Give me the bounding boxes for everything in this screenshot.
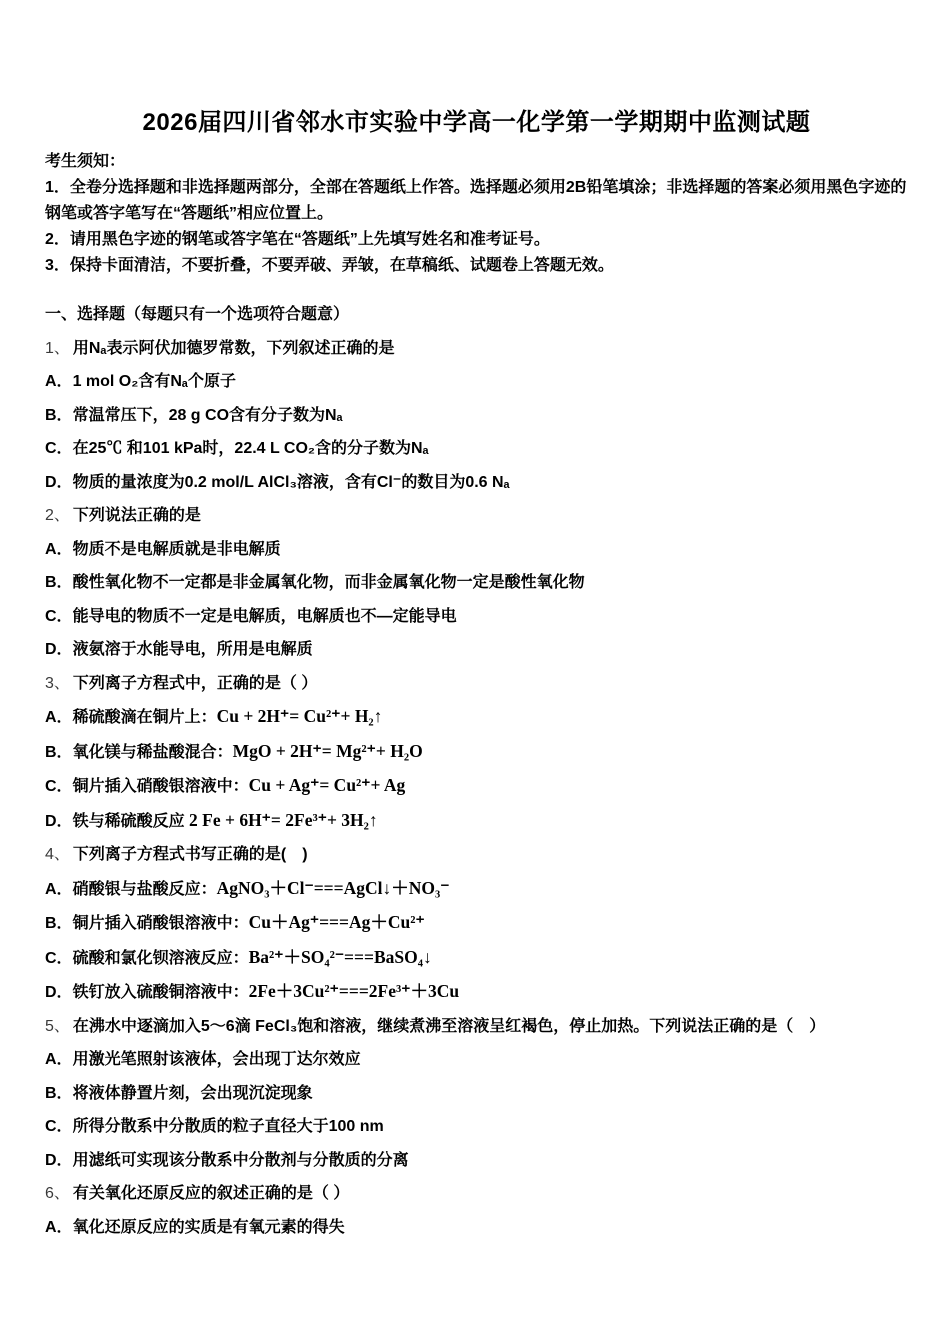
option-text: 用滤纸可实现该分散系中分散剂与分散质的分离 (72, 1151, 409, 1169)
question-1 (45, 332, 908, 500)
option-d (45, 466, 908, 500)
option-text: 氧化镁与稀盐酸混合： (72, 743, 233, 761)
questions-section (45, 298, 908, 1244)
option-label: D． (45, 473, 73, 491)
option-label: B． (45, 915, 73, 932)
option-text: 硝酸银与盐酸反应： (72, 880, 217, 898)
notice-item-3: 3．保持卡面清洁，不要折叠，不要弄破、弄皱，在草稿纸、试题卷上答题无效。 (45, 257, 614, 274)
question-4 (45, 838, 908, 1010)
option-text: 氧化还原反应的实质是有氧元素的得失 (72, 1218, 345, 1236)
question-stem-line (45, 332, 908, 366)
option-formula: MgO + 2H⁺= Mg²⁺+ H₂O (232, 740, 423, 761)
option-label: C． (45, 607, 73, 625)
page-title: 2026届四川省邻水市实验中学高一化学第一学期期中监测试题 (142, 109, 811, 136)
question-stem-line (45, 1177, 908, 1211)
option-label: A． (45, 709, 73, 726)
question-number: 1、 (45, 339, 70, 357)
notice-heading: 考生须知： (45, 153, 126, 170)
option-text: 物质的量浓度为0.2 mol/L AlCl₃溶液，含有Cl⁻的数目为0.6 Nₐ (72, 473, 510, 491)
option-text: 能导电的物质不一定是电解质，电解质也不—定能导电 (72, 607, 457, 625)
option-text: 铜片插入硝酸银溶液中： (72, 915, 249, 932)
notice-item-2: 2．请用黑色字迹的钢笔或答字笔在“答题纸”上先填写姓名和准考证号。 (45, 231, 550, 248)
option-d (45, 804, 908, 839)
option-label: D． (45, 641, 73, 658)
option-label: A． (45, 880, 73, 898)
option-d (45, 975, 908, 1010)
option-label: A． (45, 1051, 73, 1068)
question-stem-line (45, 499, 908, 533)
question-stem: 用Nₐ表示阿伏加德罗常数，下列叙述正确的是 (72, 339, 395, 357)
option-b (45, 906, 908, 941)
option-a (45, 1211, 908, 1245)
option-formula: Ba²⁺＋SO₄²⁻===BaSO₄↓ (248, 946, 432, 967)
option-a (45, 1043, 908, 1077)
option-formula: Cu + 2H⁺= Cu²⁺+ H₂↑ (216, 706, 383, 726)
question-stem: 有关氧化还原反应的叙述正确的是（ ） (72, 1185, 350, 1202)
option-text: 铁与稀硫酸反应 (72, 812, 190, 830)
option-a (45, 700, 908, 735)
option-label: C． (45, 949, 73, 967)
option-a (45, 872, 908, 907)
option-b (45, 399, 908, 433)
option-a (45, 533, 908, 567)
option-c (45, 432, 908, 466)
option-label: B． (45, 743, 73, 761)
option-label: D． (45, 1151, 73, 1169)
option-b (45, 566, 908, 600)
option-text: 稀硫酸滴在铜片上： (72, 709, 217, 726)
option-b (45, 1077, 908, 1111)
notice-item-1: 1．全卷分选择题和非选择题两部分，全部在答题纸上作答。选择题必须用2B铅笔填涂；非选择题的答案必须用黑色字迹的钢笔或答字笔写在“答题纸”相应位置上。 (45, 179, 907, 222)
question-3 (45, 667, 908, 839)
question-stem: 下列说法正确的是 (72, 507, 201, 524)
option-d (45, 1144, 908, 1178)
question-stem-line (45, 838, 908, 872)
option-label: D． (45, 812, 73, 830)
question-stem: 在沸水中逐滴加入5～6滴 FeCl₃饱和溶液，继续煮沸至溶液呈红褐色，停止加热。下列说法正确的是（ ） (72, 1017, 826, 1035)
option-d (45, 633, 908, 667)
option-label: B． (45, 1084, 73, 1102)
option-text: 硫酸和氯化钡溶液反应： (72, 949, 249, 967)
option-formula: 2Fe＋3Cu²⁺===2Fe³⁺＋3Cu (248, 981, 460, 1001)
question-number: 5、 (45, 1017, 70, 1035)
option-text: 铁钉放入硫酸铜溶液中： (72, 984, 249, 1001)
question-stem-line (45, 1010, 908, 1044)
question-stem: 下列离子方程式书写正确的是( ) (72, 846, 308, 863)
option-text: 酸性氧化物不一定都是非金属氧化物，而非金属氧化物一定是酸性氧化物 (72, 574, 585, 591)
option-label: C． (45, 440, 73, 457)
option-text: 在25℃ 和101 kPa时，22.4 L CO₂含的分子数为Nₐ (72, 440, 429, 457)
question-number: 4、 (45, 846, 70, 863)
option-text: 用激光笔照射该液体，会出现丁达尔效应 (72, 1051, 361, 1068)
option-label: C． (45, 778, 73, 795)
option-text: 将液体静置片刻，会出现沉淀现象 (72, 1084, 313, 1102)
option-label: B． (45, 574, 73, 591)
option-label: B． (45, 406, 73, 424)
option-formula: Cu + Ag⁺= Cu²⁺+ Ag (248, 775, 406, 795)
question-stem: 下列离子方程式中，正确的是（ ） (72, 674, 318, 692)
option-b (45, 735, 908, 770)
question-number: 2、 (45, 507, 70, 524)
option-text: 液氨溶于水能导电，所用是电解质 (72, 641, 313, 658)
question-2 (45, 499, 908, 667)
question-6 (45, 1177, 908, 1244)
option-text: 铜片插入硝酸银溶液中： (72, 778, 249, 795)
option-formula: 2 Fe + 6H⁺= 2Fe³⁺+ 3H₂↑ (189, 809, 378, 830)
option-text: 物质不是电解质就是非电解质 (72, 540, 281, 558)
option-text: 所得分散系中分散质的粒子直径大于100 nm (72, 1118, 384, 1135)
option-label: D． (45, 984, 73, 1001)
option-label: C． (45, 1118, 73, 1135)
option-a (45, 365, 908, 399)
option-text: 常温常压下，28 g CO含有分子数为Nₐ (72, 406, 343, 424)
option-formula: AgNO₃＋Cl⁻===AgCl↓＋NO₃⁻ (216, 877, 450, 898)
option-c (45, 1110, 908, 1144)
option-c (45, 941, 908, 976)
option-text: 1 mol O₂含有Nₐ个原子 (72, 373, 236, 390)
option-formula: Cu＋Ag⁺===Ag＋Cu²⁺ (248, 912, 425, 932)
question-number: 3、 (45, 674, 70, 692)
question-number: 6、 (45, 1185, 70, 1202)
section-heading: 一、选择题（每题只有一个选项符合题意） (45, 306, 350, 323)
option-label: A． (45, 373, 73, 390)
option-c (45, 769, 908, 804)
option-label: A． (45, 1218, 73, 1236)
option-label: A． (45, 540, 73, 558)
question-5 (45, 1010, 908, 1178)
option-c (45, 600, 908, 634)
question-stem-line (45, 667, 908, 701)
notice-section (45, 149, 908, 279)
